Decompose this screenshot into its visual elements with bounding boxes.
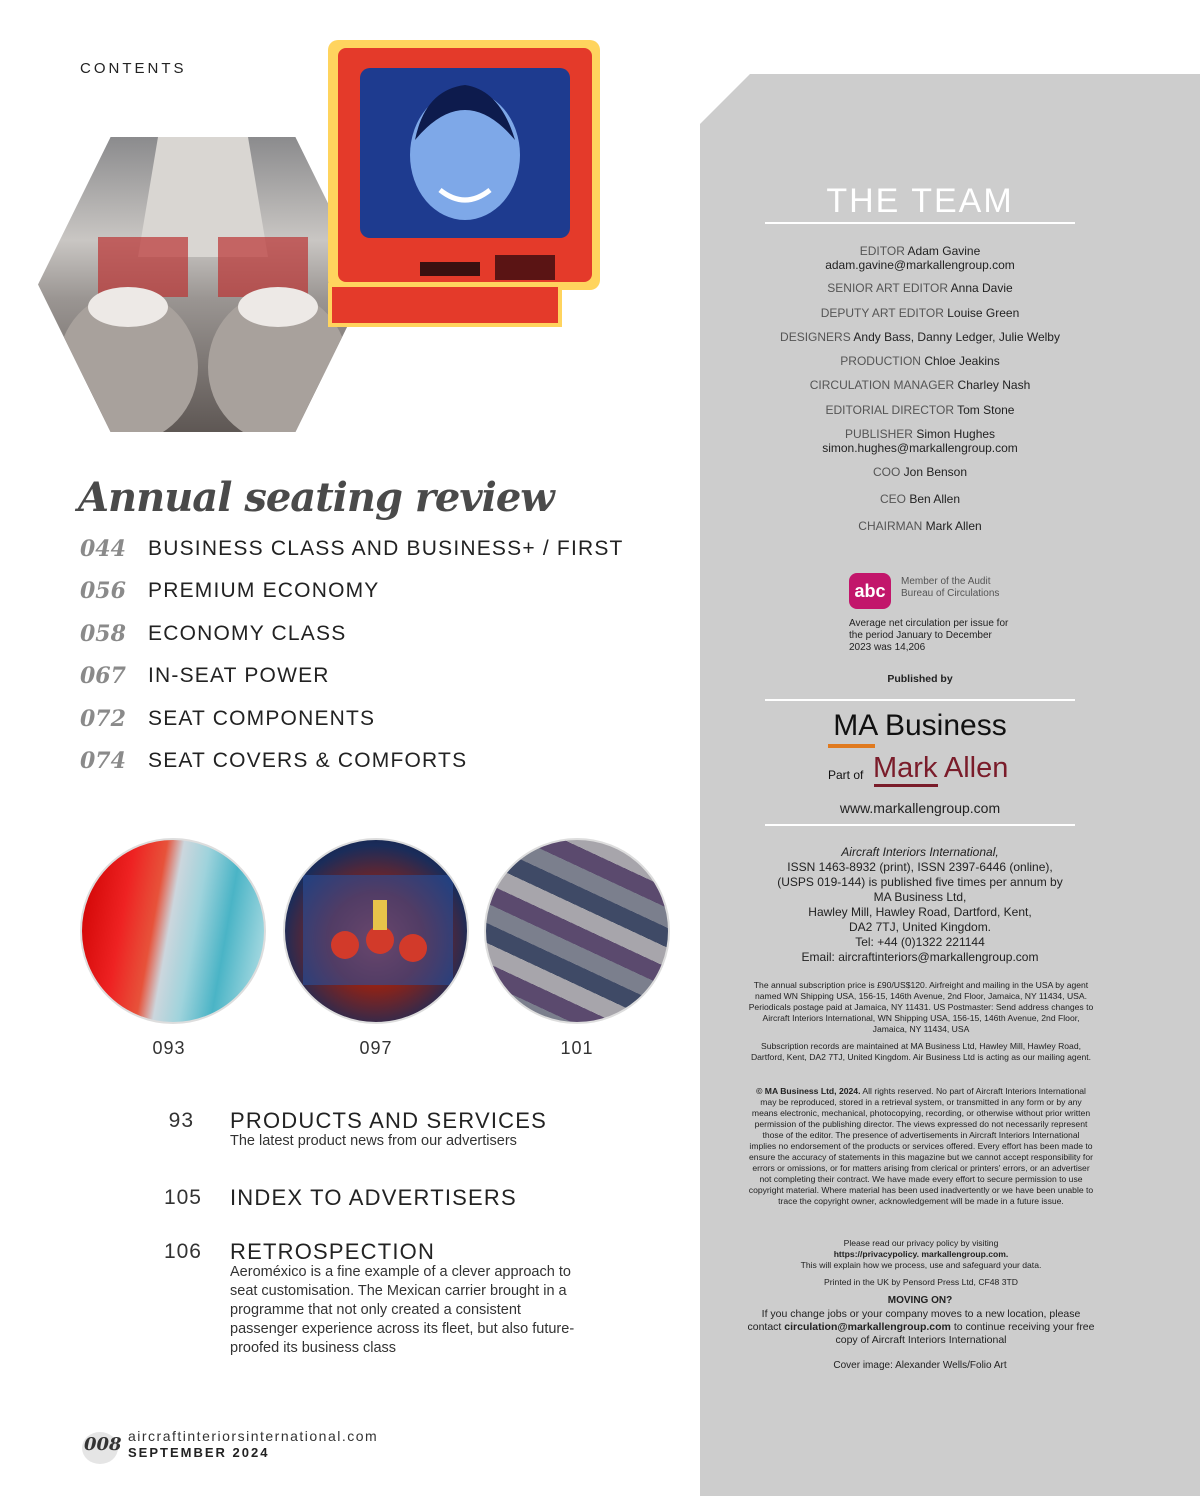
moving-text: contact (747, 1321, 782, 1333)
section-description: The latest product news from our advertisers (230, 1133, 517, 1149)
section-description: Aeroméxico is a fine example of a clever approach to seat customisation. The Mexican carrier brought in a programme that not only created a consistent passenger experience across its fleet, but also future-proofed its business class (230, 1264, 575, 1356)
toc-label: PREMIUM ECONOMY (148, 579, 380, 602)
toc-page-number: 056 (80, 578, 126, 604)
pubinfo-line: ISSN 1463-8932 (print), ISSN 2397-6446 (online), (787, 860, 1053, 874)
privacy-block (748, 1238, 1094, 1271)
logo-accent (874, 784, 938, 787)
toc-item[interactable] (80, 619, 700, 649)
member-name: Simon Hughes (916, 427, 996, 441)
thumb-label: 101 (560, 1038, 594, 1058)
moving-block (745, 1308, 1097, 1347)
member-role: CEO (879, 492, 906, 506)
toc-page-number: 074 (80, 748, 126, 774)
team-member (765, 519, 1075, 533)
team-member (765, 427, 1075, 455)
logo-accent (828, 744, 875, 748)
pubinfo-line: DA2 7TJ, United Kingdom. (848, 920, 992, 934)
pubinfo-line: MA Business Ltd, (873, 890, 967, 904)
abc-member-text: Member of the Audit Bureau of Circulations (901, 576, 1000, 599)
section-number: 105 (163, 1186, 202, 1209)
toc-item[interactable] (80, 576, 700, 606)
tv-illustration (320, 30, 610, 330)
team-member (765, 306, 1075, 320)
member-name: Adam Gavine (907, 244, 981, 258)
copyright-block (748, 1086, 1094, 1207)
member-role: PRODUCTION (840, 354, 921, 368)
divider (765, 824, 1075, 826)
toc-label: SEAT COVERS & COMFORTS (148, 749, 468, 772)
part-of-label: Part of (828, 768, 864, 782)
team-member (765, 403, 1075, 417)
mark-allen-logo: Mark Allen (873, 752, 1009, 784)
group-website[interactable]: www.markallengroup.com (839, 800, 1001, 816)
team-member (765, 354, 1075, 368)
circulation-email[interactable]: circulation@markallengroup.com (784, 1321, 951, 1333)
thumb-image-fabrics[interactable] (484, 838, 670, 1024)
member-name: Tom Stone (957, 403, 1015, 417)
pubinfo-line[interactable]: Email: aircraftinteriors@markallengroup.com (801, 950, 1039, 964)
member-name: Anna Davie (950, 281, 1013, 295)
toc-label: IN-SEAT POWER (148, 664, 330, 687)
moving-text: to continue receiving your free (953, 1321, 1095, 1333)
published-by-label: Published by (887, 673, 953, 685)
copyright-text: All rights reserved. No part of Aircraft Interiors International may be reproduced, stored in a retrieval system, or transmitted in any form or by any means electronic, mechanical, photocopying, recording, or otherwise without prior written permission of the publishing director. The views expressed do not necessarily represent those of the editor. The presence of advertisements in Aircraft Interiors International implies no endorsement of the products or services offered. Every effort has been made to ensure the accuracy of statements in this magazine but we cannot accept responsibility for errors or omissions, or for matters arising from clerical or printers' errors, or an advertiser not completing their contract. We have made every effort to secure permission to use copyright material. Where material has been used inadvertently or we have been unable to trace the copyright owner, acknowledgement will be made in a future issue. (748, 1086, 1094, 1206)
member-role: CHAIRMAN (858, 519, 923, 533)
copyright-owner: © MA Business Ltd, 2024. (756, 1086, 861, 1096)
thumb-label: 093 (152, 1038, 186, 1058)
records-text: Subscription records are maintained at MA Business Ltd, Hawley Mill, Hawley Road, Dartford, Kent, DA2 7TJ, United Kingdom. Air Business Ltd is acting as our mailing agent. (750, 1041, 1092, 1062)
issue-date: SEPTEMBER 2024 (128, 1445, 270, 1460)
privacy-link[interactable]: https://privacypolicy. markallengroup.com. (833, 1249, 1009, 1259)
member-email[interactable]: adam.gavine@markallengroup.com (825, 258, 1015, 272)
toc-label: SEAT COMPONENTS (148, 707, 376, 730)
section-number: 106 (163, 1240, 202, 1263)
printer-text: Printed in the UK by Pensord Press Ltd, CF48 3TD (824, 1277, 1018, 1287)
member-name: Jon Benson (903, 465, 968, 479)
cover-credit: Cover image: Alexander Wells/Folio Art (833, 1360, 1007, 1371)
circulation-text: Average net circulation per issue for the period January to December 2023 was 14,206 (849, 618, 1009, 653)
member-name: Chloe Jeakins (924, 354, 1000, 368)
thumb-image-football[interactable] (283, 838, 469, 1024)
member-role: PUBLISHER (844, 427, 913, 441)
pubinfo-line: Hawley Mill, Hawley Road, Dartford, Kent, (808, 905, 1032, 919)
thumb-image-glass[interactable] (80, 838, 266, 1024)
team-member (765, 492, 1075, 506)
toc-label: ECONOMY CLASS (148, 622, 347, 645)
team-member (765, 244, 1075, 272)
ma-business-logo: MA Business (833, 709, 1007, 742)
toc-item[interactable] (80, 746, 700, 776)
member-role: EDITORIAL DIRECTOR (825, 403, 954, 417)
member-role: COO (872, 465, 901, 479)
moving-title: MOVING ON? (887, 1295, 953, 1306)
member-name: Louise Green (947, 306, 1020, 320)
member-name: Charley Nash (957, 378, 1031, 392)
subscription-text: The annual subscription price is £90/US$120. Airfreight and mailing in the USA by agent named WN Shipping USA, 156-15, 146th Avenue, 2nd Floor, Jamaica, NY 11434, USA. Periodicals postage paid at Jamaica, NY 11431. US Postmaster: Send address changes to Aircraft Interiors International, WN Shipping USA, 156-15, 146th Avenue, 2nd Floor, Jamaica, NY 11434, USA (748, 980, 1094, 1034)
member-role: SENIOR ART EDITOR (827, 281, 948, 295)
toc-page-number: 072 (80, 706, 126, 732)
publication-info (765, 845, 1075, 965)
toc-page-number: 067 (80, 663, 126, 689)
member-role: DESIGNERS (780, 330, 851, 344)
team-member (765, 330, 1075, 344)
toc-page-number: 058 (80, 621, 126, 647)
divider (765, 699, 1075, 701)
divider (765, 222, 1075, 224)
privacy-text: This will explain how we process, use and safeguard your data. (800, 1260, 1042, 1270)
toc-item[interactable] (80, 534, 700, 564)
member-email[interactable]: simon.hughes@markallengroup.com (822, 441, 1018, 455)
toc-label: BUSINESS CLASS AND BUSINESS+ / FIRST (148, 537, 624, 560)
site-url[interactable]: aircraftinteriorsinternational.com (128, 1428, 379, 1444)
privacy-text: Please read our privacy policy by visiting (843, 1238, 999, 1248)
section-title[interactable]: PRODUCTS AND SERVICES (230, 1108, 547, 1133)
member-name: Andy Bass, Danny Ledger, Julie Welby (853, 330, 1060, 344)
page-number: 008 (84, 1434, 122, 1455)
pubinfo-line: Aircraft Interiors International, (841, 845, 999, 859)
cabin-photo (38, 137, 368, 432)
team-member (765, 378, 1075, 392)
pubinfo-line: (USPS 019-144) is published five times per annum by (777, 875, 1063, 889)
section-title[interactable]: RETROSPECTION (230, 1239, 436, 1264)
member-name: Mark Allen (925, 519, 982, 533)
moving-text: If you change jobs or your company moves to a new location, please (761, 1308, 1081, 1320)
pubinfo-line: Tel: +44 (0)1322 221144 (855, 935, 985, 949)
toc-page-number: 044 (80, 536, 126, 562)
team-member (765, 465, 1075, 479)
team-title: THE TEAM (826, 182, 1014, 220)
moving-text: copy of Aircraft Interiors International (835, 1334, 1007, 1346)
section-number: 93 (168, 1109, 194, 1132)
member-role: EDITOR (859, 244, 905, 258)
member-name: Ben Allen (909, 492, 961, 506)
section-title[interactable]: INDEX TO ADVERTISERS (230, 1185, 517, 1210)
member-role: CIRCULATION MANAGER (809, 378, 955, 392)
feature-title: Annual seating review (78, 474, 554, 521)
member-role: DEPUTY ART EDITOR (820, 306, 944, 320)
team-member (765, 281, 1075, 295)
thumb-label: 097 (359, 1038, 393, 1058)
toc-item[interactable] (80, 704, 700, 734)
toc-item[interactable] (80, 661, 700, 691)
section-label: CONTENTS (80, 60, 187, 77)
abc-logo: abc (849, 573, 891, 609)
